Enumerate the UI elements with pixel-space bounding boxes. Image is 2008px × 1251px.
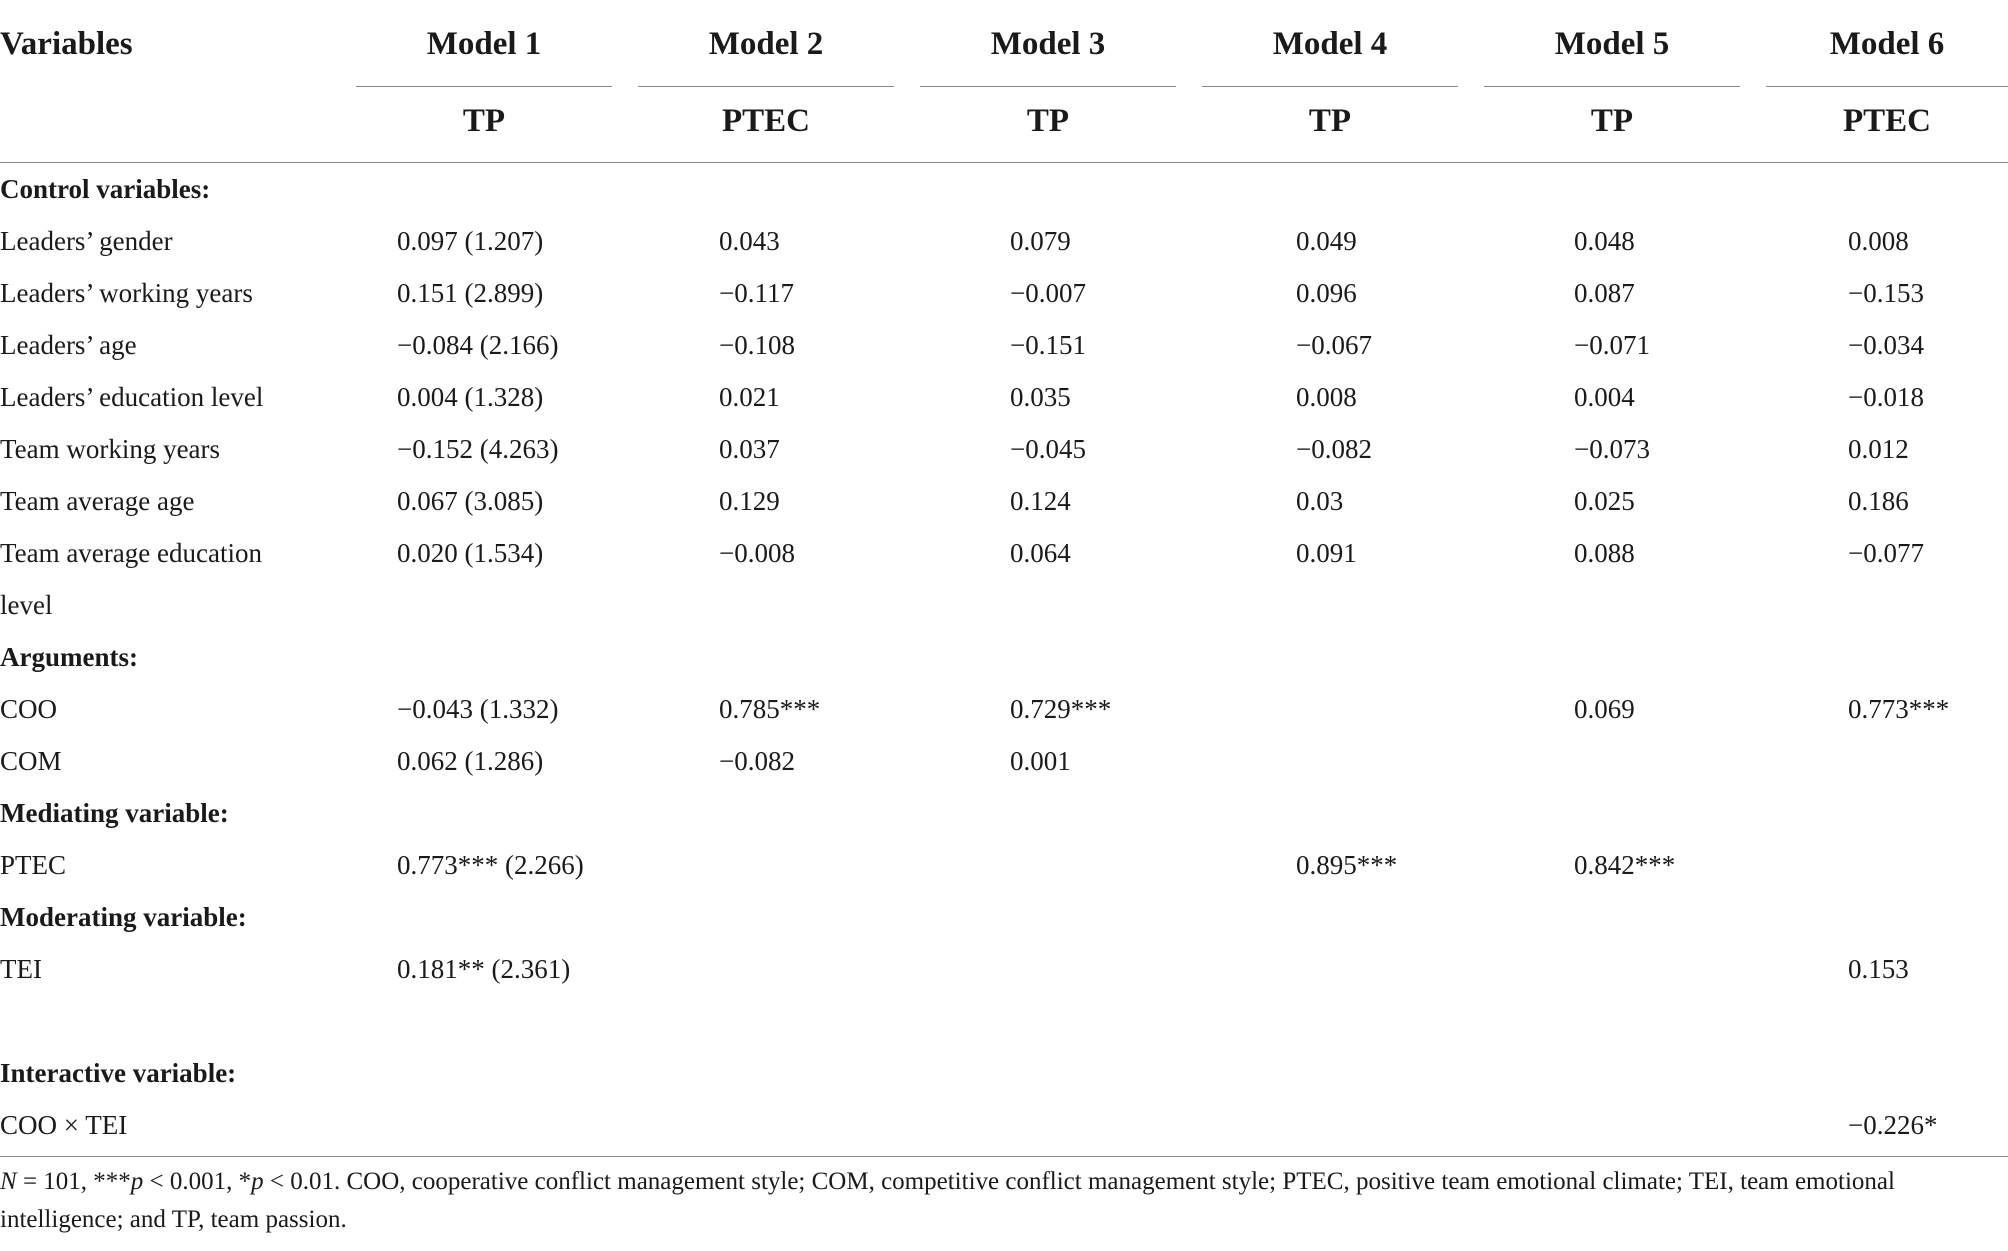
cell-model-3: −0.045 <box>1010 434 1086 464</box>
cell-model-6: −0.034 <box>1848 330 1924 360</box>
cell-model-1: 0.151 (2.899) <box>397 278 544 308</box>
cell-model-6: 0.153 <box>1848 954 1909 984</box>
row-label: PTEC <box>0 850 67 880</box>
spacer-row <box>0 995 2008 1047</box>
table-row <box>0 579 2008 631</box>
header-model-6: Model 6 <box>1829 26 1945 62</box>
cell-model-4: 0.091 <box>1296 538 1357 568</box>
table-row <box>0 943 2008 995</box>
cell-model-2: −0.008 <box>719 538 795 568</box>
cell-model-2: 0.785*** <box>719 694 821 724</box>
cell-model-5: 0.025 <box>1574 486 1635 516</box>
table-row <box>0 215 2008 267</box>
cell-model-1: 0.004 (1.328) <box>397 382 544 412</box>
cell-model-4: 0.895*** <box>1296 850 1398 880</box>
header-model-1: Model 1 <box>426 26 542 62</box>
cell-model-6: 0.012 <box>1848 434 1909 464</box>
cell-model-4: 0.049 <box>1296 226 1357 256</box>
cell-model-2: 0.129 <box>719 486 780 516</box>
cell-model-3: 0.079 <box>1010 226 1071 256</box>
section-row <box>0 163 2008 215</box>
section-row <box>0 891 2008 943</box>
row-label: COO <box>0 694 58 724</box>
table-row <box>0 839 2008 891</box>
cell-model-2: −0.108 <box>719 330 795 360</box>
cell-model-4: −0.082 <box>1296 434 1372 464</box>
footnote-n: N <box>0 1168 17 1195</box>
cell-model-1: 0.020 (1.534) <box>397 538 544 568</box>
cell-model-5: −0.071 <box>1574 330 1650 360</box>
cell-model-5: 0.048 <box>1574 226 1635 256</box>
table-bottom-rule <box>0 1156 2008 1157</box>
cell-model-6: 0.773*** <box>1848 694 1950 724</box>
table-row <box>0 1099 2008 1151</box>
footnote-p1: p <box>130 1168 144 1195</box>
cell-model-3: 0.064 <box>1010 538 1071 568</box>
cell-model-3: 0.729*** <box>1010 694 1112 724</box>
header-underline-3 <box>920 86 1176 87</box>
row-label: Leaders’ gender <box>0 226 173 256</box>
header-model-5: Model 5 <box>1554 26 1670 62</box>
cell-model-2: 0.043 <box>719 226 780 256</box>
table-row <box>0 735 2008 787</box>
header-model-2: Model 2 <box>708 26 824 62</box>
cell-model-3: 0.035 <box>1010 382 1071 412</box>
cell-model-3: 0.001 <box>1010 746 1071 776</box>
header-underline-4 <box>1202 86 1458 87</box>
cell-model-5: 0.004 <box>1574 382 1635 412</box>
cell-model-2: −0.082 <box>719 746 795 776</box>
section-label: Control variables: <box>0 174 211 204</box>
row-label: Leaders’ working years <box>0 278 253 308</box>
cell-model-6: −0.226* <box>1848 1110 1938 1140</box>
header-model-3: Model 3 <box>990 26 1106 62</box>
cell-model-1: 0.067 (3.085) <box>397 486 544 516</box>
cell-model-2: 0.021 <box>719 382 780 412</box>
footnote-p2-text: < 0.01. COO, cooperative conflict management style; COM, competitive conflict management style; PTEC, positive team emotional climate; TEI, team emotional intelligence; and TP, team passion. <box>0 1168 1895 1233</box>
row-label: Team average education <box>0 538 262 568</box>
cell-model-4: 0.096 <box>1296 278 1357 308</box>
cell-model-1: 0.062 (1.286) <box>397 746 544 776</box>
row-label: Team average age <box>0 486 195 516</box>
table-row <box>0 371 2008 423</box>
table-row <box>0 683 2008 735</box>
row-label: Team working years <box>0 434 221 464</box>
table-row <box>0 423 2008 475</box>
row-label: COM <box>0 746 62 776</box>
header-dv-4: TP <box>1308 103 1352 139</box>
cell-model-1: −0.152 (4.263) <box>397 434 559 464</box>
cell-model-3: −0.151 <box>1010 330 1086 360</box>
cell-model-5: 0.088 <box>1574 538 1635 568</box>
section-label: Mediating variable: <box>0 798 229 828</box>
footnote-p1-text: < 0.001, * <box>143 1168 252 1195</box>
header-model-4: Model 4 <box>1272 26 1388 62</box>
row-label: Leaders’ age <box>0 330 137 360</box>
header-dv-3: TP <box>1026 103 1070 139</box>
cell-model-1: −0.043 (1.332) <box>397 694 559 724</box>
section-label: Moderating variable: <box>0 902 247 932</box>
cell-model-1: 0.097 (1.207) <box>397 226 544 256</box>
section-row <box>0 1047 2008 1099</box>
cell-model-1: 0.181** (2.361) <box>397 954 571 984</box>
cell-model-3: −0.007 <box>1010 278 1086 308</box>
section-label: Arguments: <box>0 642 138 672</box>
header-dv-1: TP <box>462 103 506 139</box>
section-row <box>0 787 2008 839</box>
table-footnote <box>0 1163 2008 1239</box>
footnote-n-text: = 101, *** <box>16 1168 131 1195</box>
cell-model-5: −0.073 <box>1574 434 1650 464</box>
header-underline-6 <box>1766 86 2008 87</box>
row-label: Leaders’ education level <box>0 382 264 412</box>
header-dv-2: PTEC <box>721 103 810 139</box>
table-row <box>0 475 2008 527</box>
header-dv-5: TP <box>1590 103 1634 139</box>
cell-model-4: 0.008 <box>1296 382 1357 412</box>
table-row <box>0 527 2008 579</box>
cell-model-6: −0.077 <box>1848 538 1924 568</box>
header-underline-2 <box>638 86 894 87</box>
cell-model-6: −0.018 <box>1848 382 1924 412</box>
header-variables: Variables <box>0 26 133 62</box>
footnote-p2: p <box>251 1168 264 1195</box>
cell-model-1: −0.084 (2.166) <box>397 330 559 360</box>
header-dv-6: PTEC <box>1842 103 1931 139</box>
table-row <box>0 267 2008 319</box>
section-row <box>0 631 2008 683</box>
cell-model-5: 0.069 <box>1574 694 1635 724</box>
cell-model-3: 0.124 <box>1010 486 1071 516</box>
table-row <box>0 319 2008 371</box>
row-label: level <box>0 590 53 620</box>
header-underline-1 <box>356 86 612 87</box>
cell-model-6: 0.008 <box>1848 226 1909 256</box>
cell-model-4: −0.067 <box>1296 330 1372 360</box>
row-label: COO × TEI <box>0 1110 128 1140</box>
cell-model-2: −0.117 <box>719 278 794 308</box>
cell-model-5: 0.087 <box>1574 278 1635 308</box>
cell-model-4: 0.03 <box>1296 486 1344 516</box>
cell-model-2: 0.037 <box>719 434 780 464</box>
header-underline-5 <box>1484 86 1740 87</box>
section-label: Interactive variable: <box>0 1058 237 1088</box>
cell-model-1: 0.773*** (2.266) <box>397 850 584 880</box>
cell-model-5: 0.842*** <box>1574 850 1676 880</box>
cell-model-6: −0.153 <box>1848 278 1924 308</box>
row-label: TEI <box>0 954 42 984</box>
cell-model-6: 0.186 <box>1848 486 1909 516</box>
